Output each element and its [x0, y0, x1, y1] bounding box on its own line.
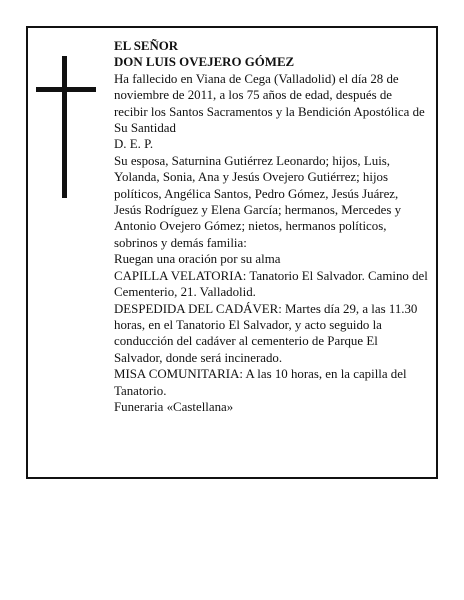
rip-line: D. E. P.	[114, 137, 154, 152]
deceased-name: DON LUIS OVEJERO GÓMEZ	[114, 55, 295, 70]
funeral-home: Funeraria «Castellana»	[114, 399, 234, 414]
mass-info: MISA COMUNITARIA: A las 10 horas, en la capilla del Tanatorio.	[114, 367, 407, 398]
wake-chapel-info: CAPILLA VELATORIA: Tanatorio El Salvador. Camino del Cementerio, 21. Valladolid.	[114, 268, 428, 300]
obituary-text	[114, 38, 428, 415]
title-line-1: EL SEÑOR	[114, 39, 179, 53]
prayer-request: Ruegan una oración por su alma	[114, 252, 281, 267]
farewell-info: DESPEDIDA DEL CADÁVER: Martes día 29, a las 11.30 horas, en el Tanatorio El Salvador, y acto seguido la conducción del cadáver al cementerio de Parque El Salvador, donde será incinerado.	[114, 301, 418, 365]
family-paragraph: Su esposa, Saturnina Gutiérrez Leonardo; hijos, Luis, Yolanda, Sonia, Ana y Jesús Ovejero Gutiérrez; hijos políticos, Angélica Santos, Pedro Gómez, Jesús Juárez, Jesús Rodríguez y Elena García; hermanos, Mercedes y Antonio Ovejero Gómez; nietos, hermanos políticos, sobrinos y demás familia:	[114, 153, 402, 250]
death-notice-paragraph: Ha fallecido en Viana de Cega (Valladolid) el día 28 de noviembre de 2011, a los 75 años de edad, después de recibir los Santos Sacramentos y la Bendición Apostólica de Su Santidad	[114, 71, 425, 136]
latin-cross-icon	[36, 56, 96, 198]
cross-vertical-bar	[62, 56, 67, 198]
cross-horizontal-bar	[36, 87, 96, 92]
